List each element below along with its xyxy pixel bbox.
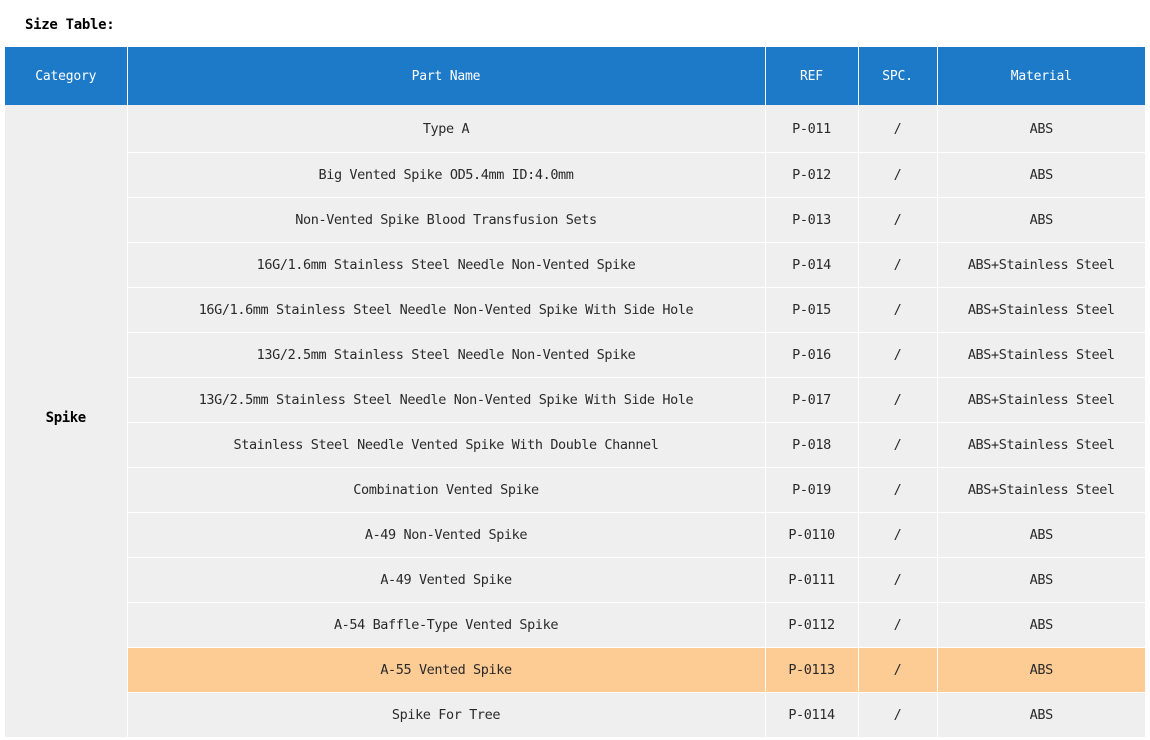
spc-cell: / [858, 423, 937, 468]
column-header-part-name: Part Name [127, 47, 765, 105]
ref-cell: P-014 [765, 243, 858, 288]
spc-cell: / [858, 288, 937, 333]
ref-cell: P-011 [765, 105, 858, 153]
material-cell: ABS [937, 648, 1145, 693]
material-cell: ABS [937, 198, 1145, 243]
table-row [5, 243, 1145, 288]
table-row [5, 423, 1145, 468]
part-name-cell: 13G/2.5mm Stainless Steel Needle Non-Vented Spike [127, 333, 765, 378]
table-row [5, 378, 1145, 423]
ref-cell: P-0112 [765, 603, 858, 648]
part-name-cell: 16G/1.6mm Stainless Steel Needle Non-Vented Spike With Side Hole [127, 288, 765, 333]
ref-cell: P-0111 [765, 558, 858, 603]
column-header-ref: REF [765, 47, 858, 105]
spc-cell: / [858, 243, 937, 288]
ref-cell: P-019 [765, 468, 858, 513]
spc-cell: / [858, 693, 937, 738]
ref-cell: P-013 [765, 198, 858, 243]
column-header-material: Material [937, 47, 1145, 105]
size-table [5, 47, 1145, 738]
table-row [5, 513, 1145, 558]
spc-cell: / [858, 105, 937, 153]
table-row [5, 105, 1145, 153]
table-row [5, 153, 1145, 198]
spc-cell: / [858, 468, 937, 513]
part-name-cell: A-54 Baffle-Type Vented Spike [127, 603, 765, 648]
part-name-cell: Non-Vented Spike Blood Transfusion Sets [127, 198, 765, 243]
table-row [5, 198, 1145, 243]
ref-cell: P-016 [765, 333, 858, 378]
ref-cell: P-0110 [765, 513, 858, 558]
spc-cell: / [858, 603, 937, 648]
ref-cell: P-0113 [765, 648, 858, 693]
material-cell: ABS [937, 513, 1145, 558]
part-name-cell: Combination Vented Spike [127, 468, 765, 513]
material-cell: ABS [937, 153, 1145, 198]
material-cell: ABS+Stainless Steel [937, 378, 1145, 423]
material-cell: ABS+Stainless Steel [937, 288, 1145, 333]
ref-cell: P-0114 [765, 693, 858, 738]
table-body [5, 105, 1145, 738]
spc-cell: / [858, 648, 937, 693]
spc-cell: / [858, 198, 937, 243]
spc-cell: / [858, 153, 937, 198]
size-table-heading: Size Table: [25, 17, 115, 33]
material-cell: ABS [937, 105, 1145, 153]
table-header [5, 47, 1145, 105]
part-name-cell: A-49 Non-Vented Spike [127, 513, 765, 558]
part-name-cell: Spike For Tree [127, 693, 765, 738]
part-name-cell: 13G/2.5mm Stainless Steel Needle Non-Vented Spike With Side Hole [127, 378, 765, 423]
material-cell: ABS+Stainless Steel [937, 468, 1145, 513]
spc-cell: / [858, 333, 937, 378]
category-cell: Spike [5, 105, 127, 738]
ref-cell: P-018 [765, 423, 858, 468]
part-name-cell: 16G/1.6mm Stainless Steel Needle Non-Vented Spike [127, 243, 765, 288]
material-cell: ABS [937, 558, 1145, 603]
material-cell: ABS+Stainless Steel [937, 243, 1145, 288]
material-cell: ABS+Stainless Steel [937, 423, 1145, 468]
part-name-cell: Big Vented Spike OD5.4mm ID:4.0mm [127, 153, 765, 198]
ref-cell: P-012 [765, 153, 858, 198]
material-cell: ABS [937, 693, 1145, 738]
table-row [5, 603, 1145, 648]
table-row [5, 468, 1145, 513]
header-row [5, 47, 1145, 105]
material-cell: ABS [937, 603, 1145, 648]
column-header-category: Category [5, 47, 127, 105]
part-name-cell: Stainless Steel Needle Vented Spike With Double Channel [127, 423, 765, 468]
spc-cell: / [858, 558, 937, 603]
part-name-cell: Type A [127, 105, 765, 153]
table-row [5, 288, 1145, 333]
table-row [5, 558, 1145, 603]
part-name-cell: A-49 Vented Spike [127, 558, 765, 603]
column-header-spc: SPC. [858, 47, 937, 105]
ref-cell: P-017 [765, 378, 858, 423]
table-row [5, 333, 1145, 378]
spc-cell: / [858, 378, 937, 423]
table-row [5, 693, 1145, 738]
table-row [5, 648, 1145, 693]
spc-cell: / [858, 513, 937, 558]
ref-cell: P-015 [765, 288, 858, 333]
part-name-cell: A-55 Vented Spike [127, 648, 765, 693]
material-cell: ABS+Stainless Steel [937, 333, 1145, 378]
